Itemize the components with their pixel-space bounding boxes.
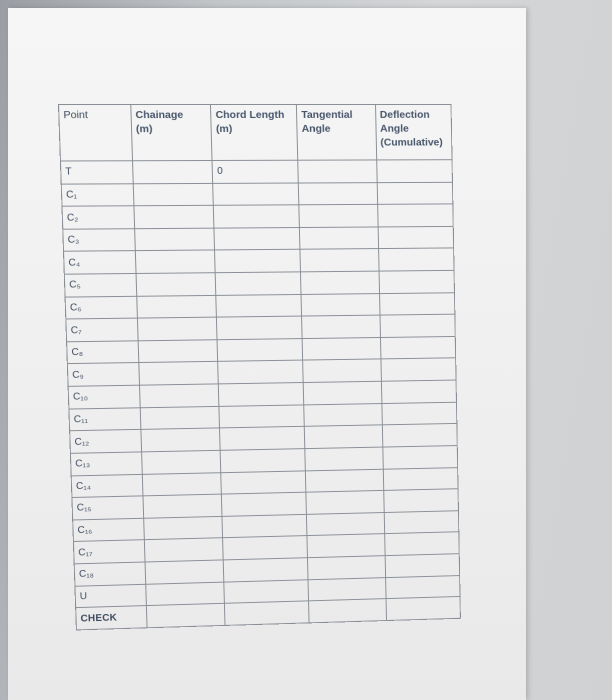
point-cell: C₁₈	[74, 562, 145, 586]
point-cell: C₁₆	[73, 518, 145, 542]
chord-length-cell	[215, 250, 301, 273]
chainage-cell	[133, 183, 214, 206]
point-cell: CHECK	[76, 606, 147, 630]
chord-length-cell	[216, 294, 302, 317]
table-body	[60, 160, 460, 630]
chord-length-cell	[214, 227, 300, 250]
chainage-cell	[141, 450, 221, 474]
tangential-angle-cell	[300, 249, 379, 272]
tangential-angle-cell	[298, 160, 377, 183]
deflection-angle-cell	[376, 160, 452, 183]
header-deflection-line2: Angle	[380, 122, 409, 135]
curve-setting-out-table	[58, 104, 461, 630]
header-tangential-line1: Tangential	[301, 108, 353, 121]
deflection-angle-cell	[377, 204, 453, 227]
tangential-angle-cell	[305, 447, 383, 470]
paper-sheet	[8, 8, 526, 700]
header-point-label: Point	[63, 109, 89, 122]
deflection-angle-cell	[379, 270, 455, 293]
chord-length-cell	[215, 272, 301, 295]
point-cell: C₂	[62, 206, 134, 229]
header-row	[59, 104, 453, 160]
chainage-cell	[135, 250, 215, 273]
header-chord-length	[211, 104, 298, 160]
chainage-cell	[144, 516, 223, 540]
point-cell: C₃	[63, 229, 135, 252]
header-chord-line2: (m)	[215, 123, 233, 136]
deflection-angle-cell	[386, 597, 461, 621]
chord-length-cell	[222, 492, 307, 516]
chainage-cell	[141, 428, 221, 452]
chord-length-cell	[217, 316, 303, 339]
deflection-angle-cell	[380, 336, 456, 359]
point-cell: C₁₇	[73, 540, 144, 564]
chord-length-cell	[222, 514, 307, 538]
point-cell: C₁₅	[72, 496, 144, 520]
tangential-angle-cell	[302, 315, 380, 338]
header-chainage-line1: Chainage	[135, 109, 184, 122]
deflection-angle-cell	[383, 467, 458, 490]
deflection-angle-cell	[382, 424, 457, 447]
deflection-angle-cell	[380, 314, 456, 337]
chainage-cell	[132, 160, 213, 183]
chord-length-cell	[220, 427, 305, 451]
header-chainage	[131, 105, 213, 161]
tangential-angle-cell	[299, 205, 378, 228]
header-deflection-angle	[375, 104, 452, 159]
tangential-angle-cell	[307, 534, 385, 558]
point-cell: C₁₀	[68, 385, 140, 408]
tangential-angle-cell	[304, 403, 382, 426]
deflection-angle-cell	[382, 402, 457, 425]
point-cell: U	[75, 584, 146, 608]
tangential-angle-cell	[304, 425, 382, 448]
chainage-cell	[137, 317, 217, 340]
chainage-cell	[146, 603, 225, 627]
deflection-angle-cell	[379, 292, 455, 315]
chainage-cell	[144, 538, 223, 562]
header-deflection-line1: Deflection	[379, 108, 430, 121]
point-cell: T	[60, 161, 133, 184]
chord-length-cell	[220, 449, 305, 473]
chainage-cell	[134, 228, 214, 251]
chord-length-cell	[225, 601, 310, 625]
chord-length-cell: 0	[212, 160, 298, 183]
chord-length-cell	[213, 183, 299, 206]
table-row	[60, 160, 452, 184]
deflection-angle-cell	[385, 554, 460, 578]
chainage-cell	[137, 295, 217, 318]
table-header	[59, 104, 453, 160]
point-cell: C₁₂	[70, 430, 142, 454]
tangential-angle-cell	[306, 491, 384, 515]
tangential-angle-cell	[303, 381, 381, 404]
deflection-angle-cell	[378, 248, 454, 271]
chainage-cell	[145, 560, 224, 584]
chord-length-cell	[223, 558, 308, 582]
chainage-cell	[146, 582, 225, 606]
deflection-angle-cell	[384, 510, 459, 533]
tangential-angle-cell	[308, 556, 386, 580]
tangential-angle-cell	[302, 337, 380, 360]
deflection-angle-cell	[383, 489, 458, 512]
chord-length-cell	[224, 579, 309, 603]
chainage-cell	[140, 406, 220, 430]
header-tangential-angle	[297, 104, 377, 160]
deflection-angle-cell	[377, 182, 453, 205]
point-cell: C₁₃	[70, 452, 142, 476]
tangential-angle-cell	[303, 359, 381, 382]
chainage-cell	[139, 384, 219, 408]
header-point	[59, 105, 133, 161]
tangential-angle-cell	[298, 182, 377, 205]
deflection-angle-cell	[384, 532, 459, 556]
deflection-angle-cell	[381, 358, 456, 381]
point-cell: C₇	[66, 318, 138, 341]
header-tangential-line2: Angle	[301, 123, 331, 136]
chord-length-cell	[217, 338, 303, 361]
deflection-angle-cell	[378, 226, 454, 249]
header-chainage-line2: (m)	[135, 123, 153, 136]
point-cell: C₅	[64, 274, 136, 297]
chord-length-cell	[219, 383, 304, 407]
point-cell: C₁₁	[69, 407, 141, 431]
header-chord-line1: Chord Length	[215, 108, 285, 122]
chord-length-cell	[219, 405, 304, 429]
point-cell: C₉	[67, 363, 139, 386]
tangential-angle-cell	[301, 271, 380, 294]
chainage-cell	[143, 494, 222, 518]
tangential-angle-cell	[308, 577, 386, 601]
chainage-cell	[134, 206, 214, 229]
deflection-angle-cell	[382, 445, 457, 468]
point-cell: C₆	[65, 296, 137, 319]
point-cell: C₁₄	[71, 474, 143, 498]
point-cell: C₄	[64, 251, 136, 274]
tangential-angle-cell	[309, 599, 386, 623]
deflection-angle-cell	[381, 380, 456, 403]
chord-length-cell	[218, 361, 303, 384]
chord-length-cell	[223, 536, 308, 560]
chainage-cell	[142, 472, 222, 496]
table-row	[62, 204, 453, 229]
survey-table-sheet	[58, 104, 461, 630]
tangential-angle-cell	[306, 469, 384, 493]
chord-length-cell	[214, 205, 300, 228]
header-deflection-line3: (Cumulative)	[380, 136, 443, 149]
deflection-angle-cell	[385, 575, 460, 599]
chainage-cell	[139, 362, 219, 385]
chord-length-cell	[221, 470, 306, 494]
chainage-cell	[138, 340, 218, 363]
tangential-angle-cell	[300, 227, 379, 250]
point-cell: C₁	[61, 183, 134, 206]
chainage-cell	[136, 273, 216, 296]
table-row	[61, 182, 453, 206]
tangential-angle-cell	[301, 293, 379, 316]
point-cell: C₈	[67, 341, 139, 364]
tangential-angle-cell	[307, 512, 385, 536]
